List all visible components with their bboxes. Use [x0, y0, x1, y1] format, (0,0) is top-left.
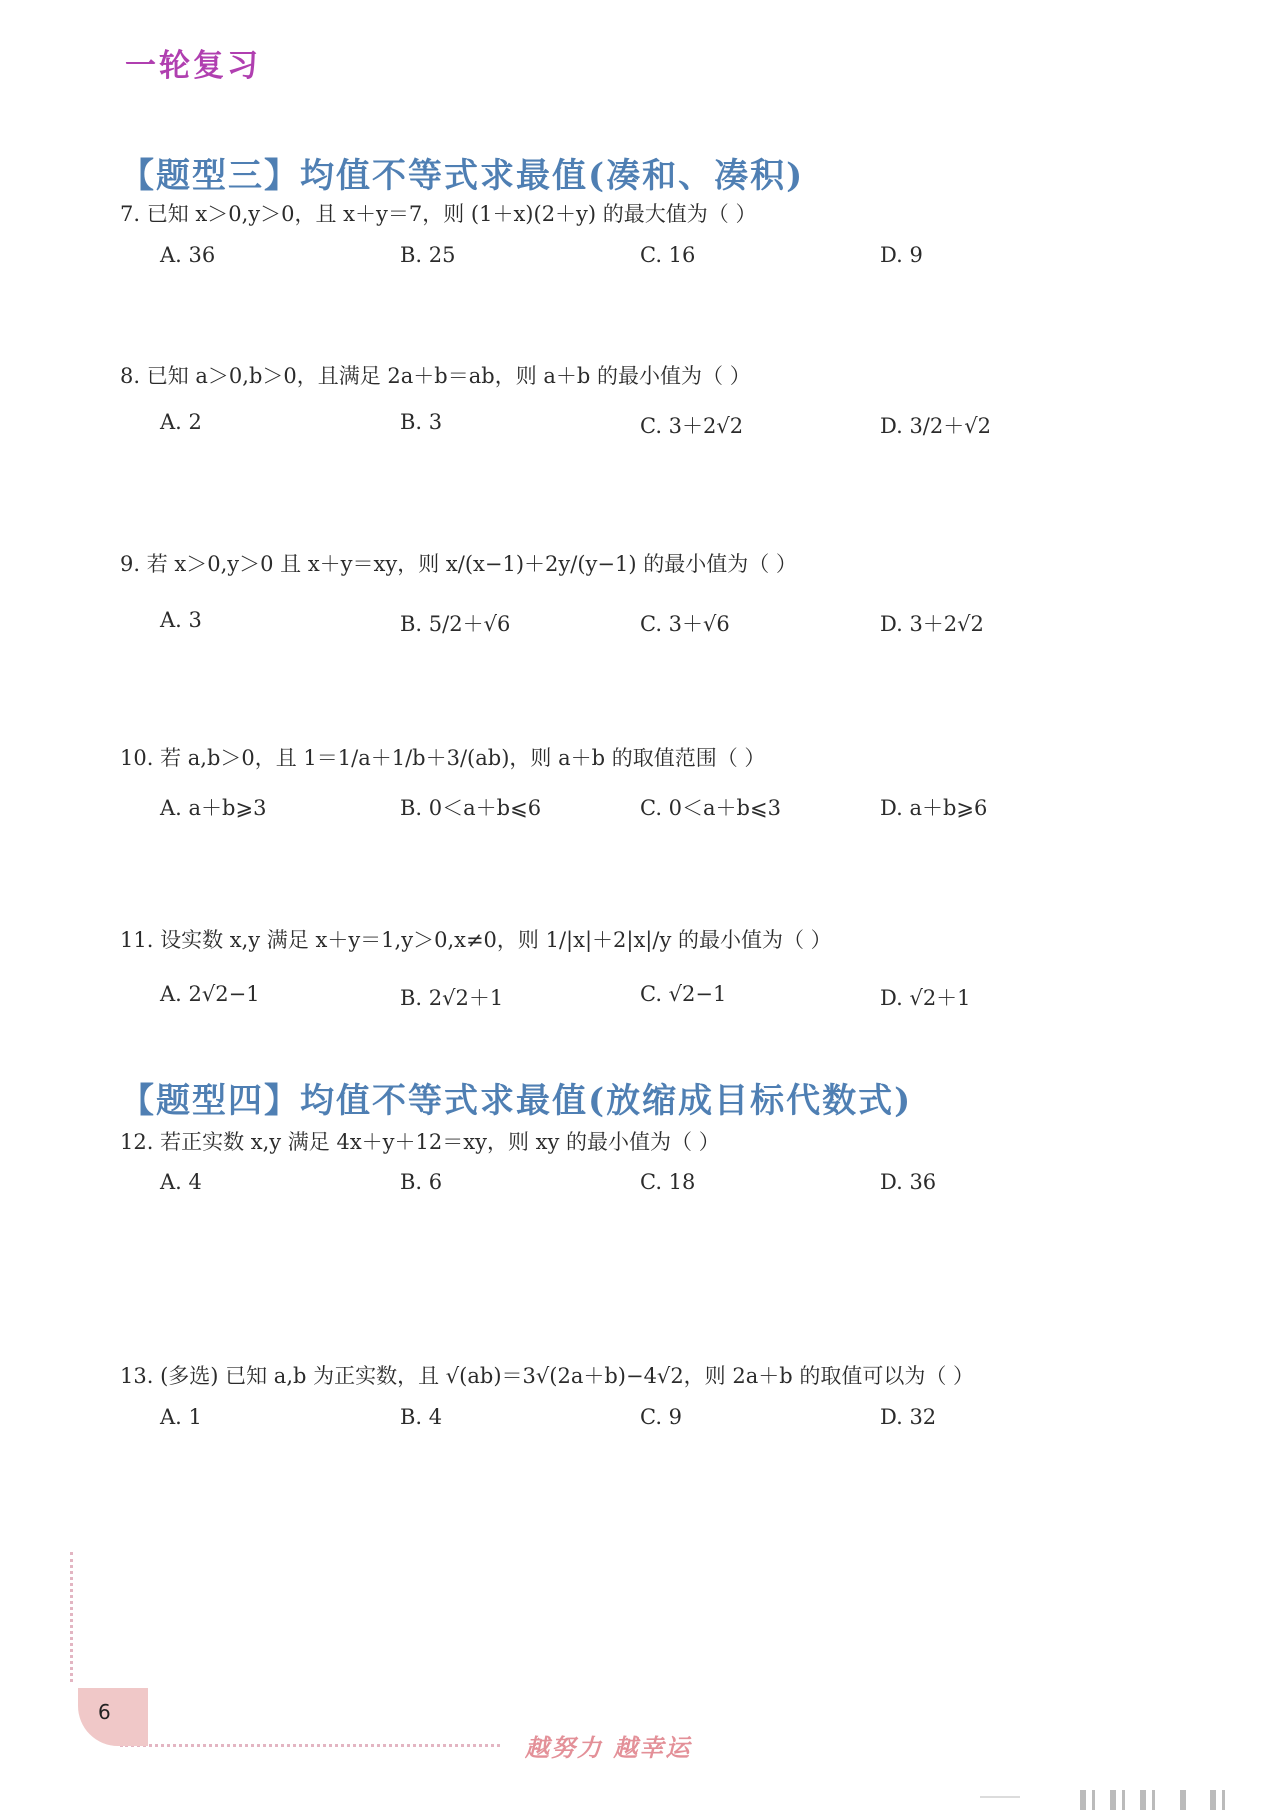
question-12-option-d: D. 36	[880, 1170, 937, 1194]
question-12-option-a: A. 4	[160, 1170, 202, 1194]
question-13-option-a: A. 1	[160, 1405, 202, 1429]
page-number-tab	[78, 1688, 148, 1746]
question-9-stem: 9. 若 x＞0,y＞0 且 x＋y＝xy，则 x/(x−1)＋2y/(y−1) 的最小值为（ ）	[120, 552, 797, 576]
question-7-option-a: A. 36	[160, 243, 216, 267]
question-7-option-d: D. 9	[880, 243, 923, 267]
question-9-option-c: C. 3＋√6	[640, 612, 730, 636]
question-10-stem: 10. 若 a,b＞0，且 1＝1/a＋1/b＋3/(ab)，则 a＋b 的取值范围（ ）	[120, 746, 766, 770]
question-9-option-d: D. 3＋2√2	[880, 612, 984, 636]
question-8-option-c: C. 3＋2√2	[640, 414, 744, 438]
question-13-option-c: C. 9	[640, 1405, 683, 1429]
question-11-option-d: D. √2＋1	[880, 986, 971, 1010]
question-8-option-a: A. 2	[160, 410, 202, 434]
question-11-stem: 11. 设实数 x,y 满足 x＋y＝1,y＞0,x≠0，则 1/|x|＋2|x|/y 的最小值为（ ）	[120, 928, 832, 952]
question-8-option-b: B. 3	[400, 410, 443, 434]
question-13-option-d: D. 32	[880, 1405, 937, 1429]
dotted-border-vertical	[70, 1552, 73, 1682]
watermark-bars	[980, 1788, 1260, 1810]
question-7-option-b: B. 25	[400, 243, 456, 267]
question-7-stem: 7. 已知 x＞0,y＞0，且 x＋y＝7，则 (1＋x)(2＋y) 的最大值为（ ）	[120, 202, 757, 226]
question-11-option-b: B. 2√2＋1	[400, 986, 504, 1010]
question-8-option-d: D. 3/2＋√2	[880, 414, 991, 438]
question-9-option-a: A. 3	[160, 608, 202, 632]
section-title-3: 【题型三】均值不等式求最值(凑和、凑积)	[120, 156, 805, 196]
question-9-option-b: B. 5/2＋√6	[400, 612, 511, 636]
header-title: 一轮复习	[125, 48, 261, 84]
footer-slogan: 越努力 越幸运	[525, 1733, 692, 1762]
question-10-option-a: A. a＋b⩾3	[160, 796, 267, 820]
question-11-option-c: C. √2−1	[640, 982, 727, 1006]
question-12-option-c: C. 18	[640, 1170, 696, 1194]
section-title-4: 【题型四】均值不等式求最值(放缩成目标代数式)	[120, 1081, 913, 1121]
question-8-stem: 8. 已知 a＞0,b＞0，且满足 2a＋b＝ab，则 a＋b 的最小值为（ ）	[120, 364, 751, 388]
question-12-stem: 12. 若正实数 x,y 满足 4x＋y＋12＝xy，则 xy 的最小值为（ ）	[120, 1130, 720, 1154]
question-10-option-c: C. 0＜a＋b⩽3	[640, 796, 781, 820]
question-7-option-c: C. 16	[640, 243, 696, 267]
page-number: 6	[98, 1700, 111, 1724]
dotted-border-horizontal	[120, 1744, 500, 1747]
question-12-option-b: B. 6	[400, 1170, 443, 1194]
question-10-option-b: B. 0＜a＋b⩽6	[400, 796, 542, 820]
question-13-stem: 13. (多选) 已知 a,b 为正实数，且 √(ab)＝3√(2a＋b)−4√2，则 2a＋b 的取值可以为（ ）	[120, 1364, 975, 1388]
question-10-option-d: D. a＋b⩾6	[880, 796, 988, 820]
question-11-option-a: A. 2√2−1	[160, 982, 260, 1006]
question-13-option-b: B. 4	[400, 1405, 443, 1429]
